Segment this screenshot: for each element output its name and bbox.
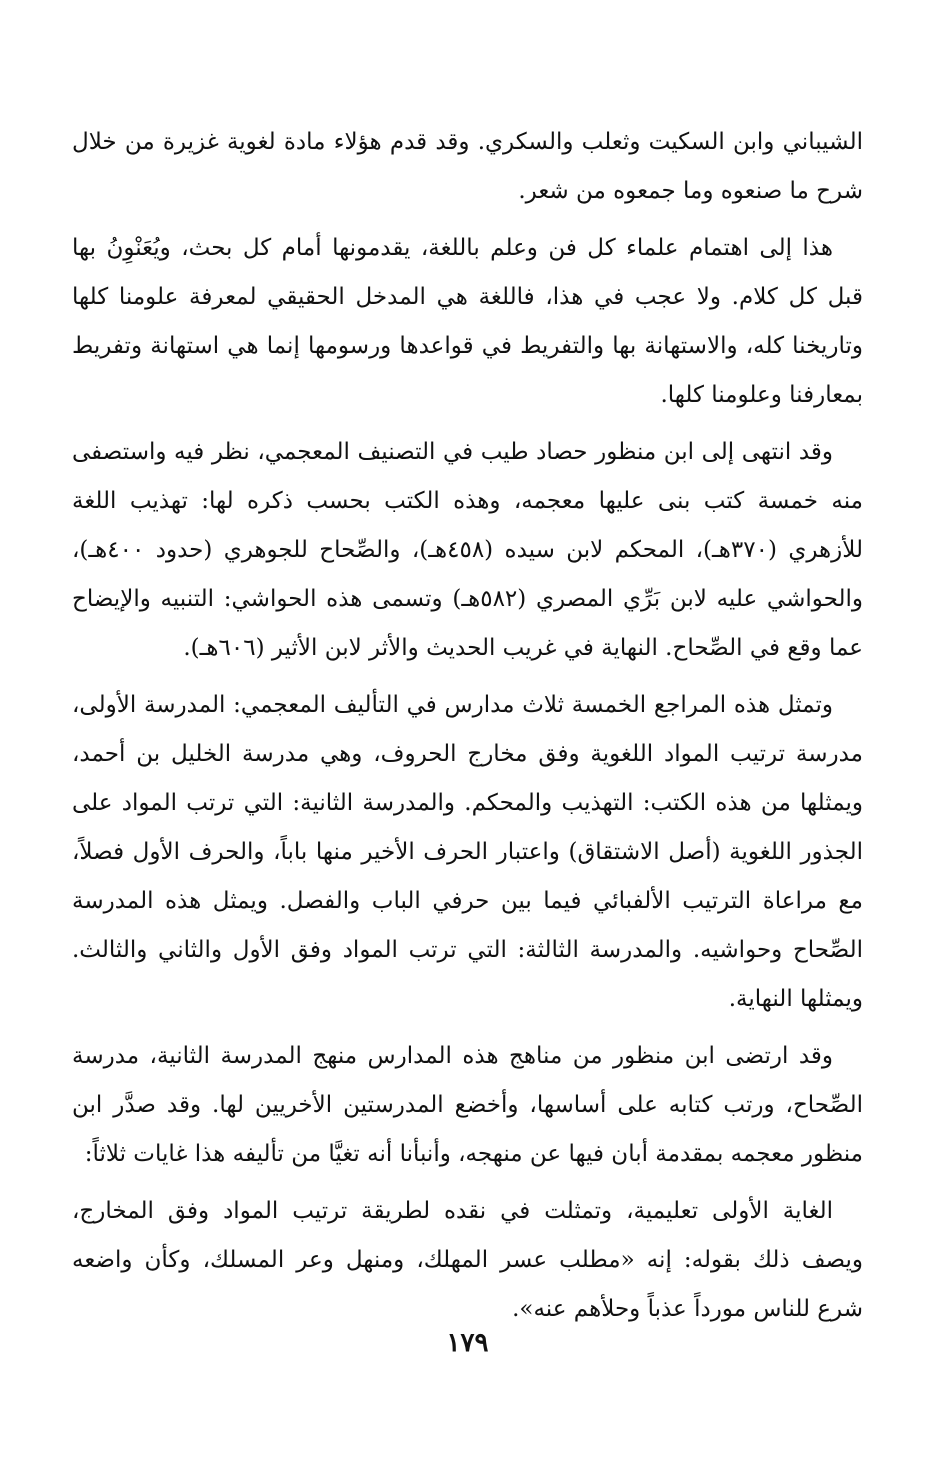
- page-body: [72, 118, 863, 1342]
- paragraph-6: الغاية الأولى تعليمية، وتمثلت في نقده لطريقة ترتيب المواد وفق المخارج، ويصف ذلك بقوله: إنه «مطلب عسر المهلك، ومنهل وعر المسلك، وكأن واضعه شرع للناس مورداً عذباً وحلأهم عنه».: [72, 1198, 863, 1322]
- paragraph-3: وقد انتهى إلى ابن منظور حصاد طيب في التصنيف المعجمي، نظر فيه واستصفى منه خمسة كتب بنى عليها معجمه، وهذه الكتب بحسب ذكره لها: تهذيب اللغة للأزهري (٣٧٠هـ)، المحكم لابن سيده (٤٥٨هـ)، والصِّحاح للجوهري (حدود ٤٠٠هـ)، والحواشي عليه لابن بَرِّي المصري (٥٨٢هـ) وتسمى هذه الحواشي: التنبيه والإيضاح عما وقع في الصِّحاح. النهاية في غريب الحديث والأثر لابن الأثير (٦٠٦هـ).: [72, 439, 863, 661]
- page-number: ١٧٩: [446, 1328, 489, 1358]
- paragraph-1: الشيباني وابن السكيت وثعلب والسكري. وقد قدم هؤلاء مادة لغوية غزيرة من خلال شرح ما صنعوه وما جمعوه من شعر.: [72, 129, 863, 204]
- paragraph-5: وقد ارتضى ابن منظور من مناهج هذه المدارس منهج المدرسة الثانية، مدرسة الصِّحاح، ورتب كتابه على أساسها، وأخضع المدرستين الأخريين لها. وقد صدَّر ابن منظور معجمه بمقدمة أبان فيها عن منهجه، وأنبأنا أنه تغيَّا من تأليفه هذا غايات ثلاثاً:: [72, 1043, 863, 1167]
- paragraph-2: هذا إلى اهتمام علماء كل فن وعلم باللغة، يقدمونها أمام كل بحث، ويُعَنْوِنُ بها قبل كل كلام. ولا عجب في هذا، فاللغة هي المدخل الحقيقي لمعرفة علومنا كلها وتاريخنا كله، والاستهانة بها والتفريط في قواعدها ورسومها إنما هي استهانة وتفريط بمعارفنا وعلومنا كلها.: [72, 235, 863, 408]
- paragraph-4: وتمثل هذه المراجع الخمسة ثلاث مدارس في التأليف المعجمي: المدرسة الأولى، مدرسة ترتيب المواد اللغوية وفق مخارج الحروف، وهي مدرسة الخليل بن أحمد، ويمثلها من هذه الكتب: التهذيب والمحكم. والمدرسة الثانية: التي ترتب المواد على الجذور اللغوية (أصل الاشتقاق) واعتبار الحرف الأخير منها باباً، والحرف الأول فصلاً، مع مراعاة الترتيب الألفبائي فيما بين حرفي الباب والفصل. ويمثل هذه المدرسة الصِّحاح وحواشيه. والمدرسة الثالثة: التي ترتب المواد وفق الأول والثاني والثالث. ويمثلها النهاية.: [72, 692, 863, 1012]
